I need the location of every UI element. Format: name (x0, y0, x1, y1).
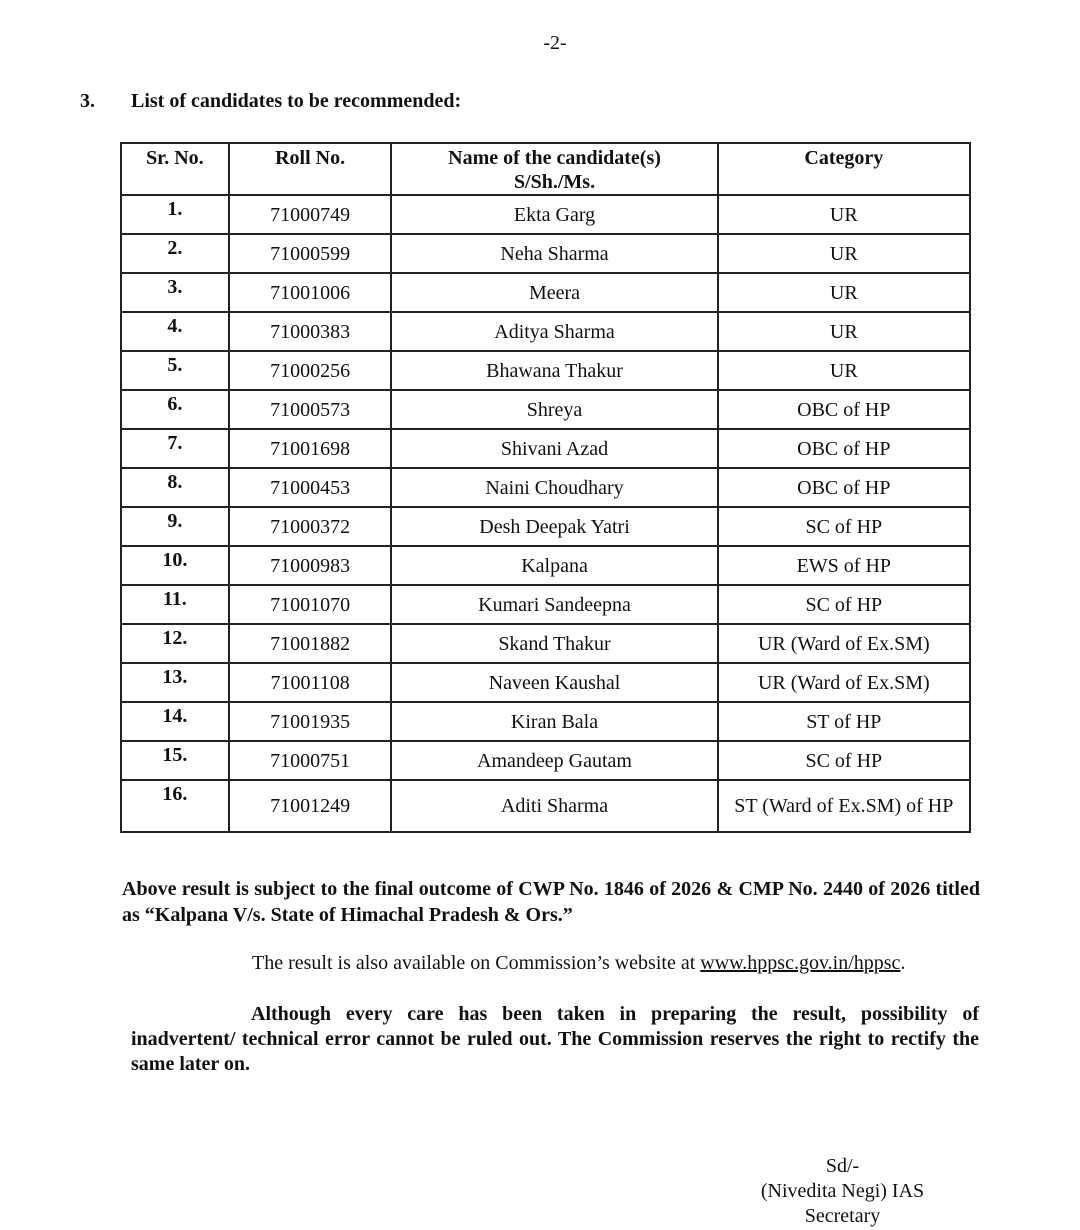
roll-no-cell: 71000372 (229, 507, 392, 546)
category-cell: UR (718, 351, 970, 390)
category-cell: SC of HP (718, 507, 970, 546)
category-cell: UR (Ward of Ex.SM) (718, 663, 970, 702)
table-row (121, 741, 970, 780)
sr-no-cell: 10. (121, 546, 229, 585)
category-cell: UR (718, 312, 970, 351)
table-row (121, 663, 970, 702)
website-notice (252, 952, 905, 975)
candidate-name-cell: Kumari Sandeepna (391, 585, 717, 624)
category-cell: UR (718, 273, 970, 312)
candidate-name-cell: Kalpana (391, 546, 717, 585)
candidate-name-cell: Desh Deepak Yatri (391, 507, 717, 546)
signatory-designation: Secretary (804, 1205, 881, 1227)
website-link[interactable]: www.hppsc.gov.in/hppsc (700, 952, 901, 974)
table-row (121, 351, 970, 390)
header-name (391, 143, 717, 195)
sr-no-cell: 1. (121, 195, 229, 234)
court-case-note: Above result is subject to the final outcome of CWP No. 1846 of 2026 & CMP No. 2440 of 2026 titled as “Kalpana V/s. State of Himachal Pradesh & Ors.” (122, 878, 980, 926)
website-text: The result is also available on Commission’s website at (252, 952, 701, 974)
category-cell: OBC of HP (718, 468, 970, 507)
sr-no-cell: 6. (121, 390, 229, 429)
table-row (121, 624, 970, 663)
sr-no-cell: 3. (121, 273, 229, 312)
table-row (121, 390, 970, 429)
sr-no-cell: 8. (121, 468, 229, 507)
candidate-name-cell: Aditya Sharma (391, 312, 717, 351)
roll-no-cell: 71000383 (229, 312, 392, 351)
table-header-row (121, 143, 970, 195)
table-row (121, 429, 970, 468)
candidate-name-cell: Ekta Garg (391, 195, 717, 234)
roll-no-cell: 71000599 (229, 234, 392, 273)
table-row (121, 780, 970, 832)
candidate-name-cell: Kiran Bala (391, 702, 717, 741)
sr-no-cell: 14. (121, 702, 229, 741)
sr-no-cell: 13. (121, 663, 229, 702)
category-cell: UR (718, 234, 970, 273)
roll-no-cell: 71001249 (229, 780, 392, 832)
sr-no-cell: 15. (121, 741, 229, 780)
candidate-name-cell: Neha Sharma (391, 234, 717, 273)
candidate-name-cell: Naini Choudhary (391, 468, 717, 507)
candidate-name-cell: Skand Thakur (391, 624, 717, 663)
roll-no-cell: 71001698 (229, 429, 392, 468)
page-number: -2- (543, 32, 567, 54)
roll-no-cell: 71001070 (229, 585, 392, 624)
section-number: 3. (80, 90, 95, 112)
header-name-sub: S/Sh./Ms. (513, 171, 596, 193)
candidate-name-cell: Amandeep Gautam (391, 741, 717, 780)
header-name-label: Name of the candidate(s) (448, 147, 661, 169)
sr-no-cell: 2. (121, 234, 229, 273)
roll-no-cell: 71001935 (229, 702, 392, 741)
table-row (121, 507, 970, 546)
signature-block (700, 1154, 985, 1229)
category-cell: UR (Ward of Ex.SM) (718, 624, 970, 663)
sr-no-cell: 16. (121, 780, 229, 832)
table-row (121, 702, 970, 741)
category-cell: EWS of HP (718, 546, 970, 585)
candidate-name-cell: Meera (391, 273, 717, 312)
roll-no-cell: 71000256 (229, 351, 392, 390)
header-roll-no: Roll No. (229, 143, 392, 195)
table-row (121, 468, 970, 507)
sr-no-cell: 11. (121, 585, 229, 624)
table-row (121, 546, 970, 585)
category-cell: OBC of HP (718, 429, 970, 468)
roll-no-cell: 71001882 (229, 624, 392, 663)
table-row (121, 273, 970, 312)
candidate-name-cell: Shivani Azad (391, 429, 717, 468)
signature-sd: Sd/- (825, 1155, 860, 1177)
candidate-name-cell: Naveen Kaushal (391, 663, 717, 702)
sr-no-cell: 4. (121, 312, 229, 351)
roll-no-cell: 71001108 (229, 663, 392, 702)
roll-no-cell: 71000983 (229, 546, 392, 585)
category-cell: UR (718, 195, 970, 234)
candidate-name-cell: Shreya (391, 390, 717, 429)
category-cell: ST of HP (718, 702, 970, 741)
candidates-table (120, 142, 971, 833)
candidate-name-cell: Aditi Sharma (391, 780, 717, 832)
category-cell: SC of HP (718, 585, 970, 624)
roll-no-cell: 71000573 (229, 390, 392, 429)
website-suffix: . (900, 952, 906, 974)
sr-no-cell: 9. (121, 507, 229, 546)
section-title: List of candidates to be recommended: (131, 90, 462, 112)
category-cell: SC of HP (718, 741, 970, 780)
signatory-name: (Nivedita Negi) IAS (760, 1180, 925, 1202)
disclaimer: Although every care has been taken in preparing the result, possibility of inadvertent/ technical error cannot be ruled out. The Commission reserves the right to rectify the same later on. (131, 1003, 979, 1075)
sr-no-cell: 5. (121, 351, 229, 390)
table-row (121, 585, 970, 624)
roll-no-cell: 71001006 (229, 273, 392, 312)
roll-no-cell: 71000453 (229, 468, 392, 507)
sr-no-cell: 12. (121, 624, 229, 663)
category-cell: OBC of HP (718, 390, 970, 429)
table-row (121, 234, 970, 273)
table-row (121, 312, 970, 351)
roll-no-cell: 71000749 (229, 195, 392, 234)
sr-no-cell: 7. (121, 429, 229, 468)
candidate-name-cell: Bhawana Thakur (391, 351, 717, 390)
roll-no-cell: 71000751 (229, 741, 392, 780)
header-sr-no: Sr. No. (121, 143, 229, 195)
table-row (121, 195, 970, 234)
category-cell: ST (Ward of Ex.SM) of HP (718, 780, 970, 832)
header-category: Category (718, 143, 970, 195)
